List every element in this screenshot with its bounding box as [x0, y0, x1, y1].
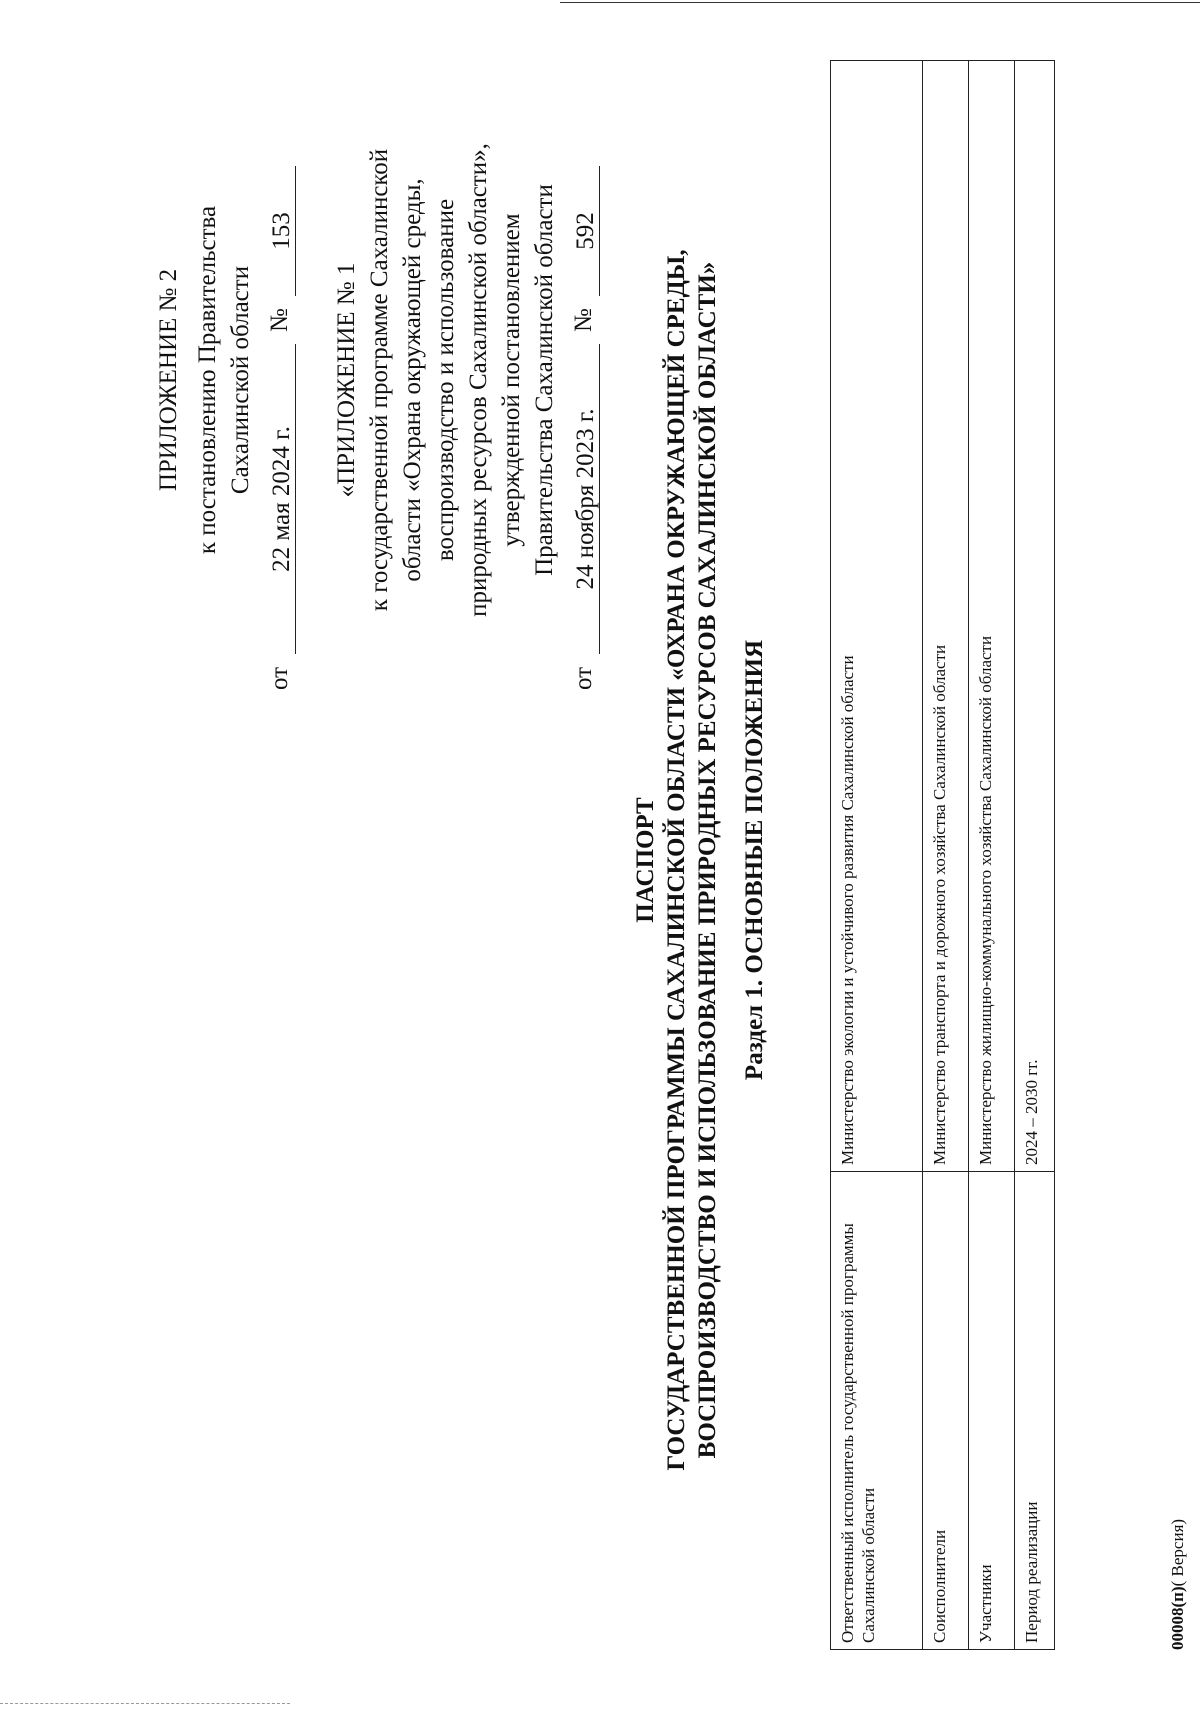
- prev-appendix-line: утвержденной постановлением: [498, 213, 525, 547]
- table-row: [923, 61, 969, 1650]
- row-label: Соисполнители: [923, 1172, 969, 1650]
- rotated-page: [30, 30, 1200, 1690]
- prev-appendix-line: области «Охрана окружающей среды,: [399, 178, 426, 582]
- prev-appendix-line: природных ресурсов Сахалинской области»,: [465, 143, 492, 617]
- passport-heading-block: [630, 70, 770, 1650]
- table-row: [969, 61, 1015, 1650]
- prev-appendix-title: «ПРИЛОЖЕНИЕ № 1: [333, 262, 360, 498]
- prev-appendix-date: 24 ноября 2023 г.: [569, 344, 600, 654]
- appendix-line-2: Сахалинской области: [227, 265, 254, 495]
- row-label: Ответственный исполнитель государственной программы Сахалинской области: [831, 1172, 923, 1650]
- prev-appendix-date-line: [567, 70, 600, 690]
- appendix-number: 153: [265, 166, 296, 296]
- row-value: Министерство экологии и устойчивого развития Сахалинской области: [831, 61, 923, 1172]
- section-title: Раздел 1. ОСНОВНЫЕ ПОЛОЖЕНИЯ: [741, 639, 768, 1081]
- passport-title-line-1: ГОСУДАРСТВЕННОЙ ПРОГРАММЫ САХАЛИНСКОЙ ОБЛАСТИ «ОХРАНА ОКРУЖАЮЩЕЙ СРЕДЫ,: [663, 249, 690, 1471]
- appendix-date: 22 мая 2024 г.: [265, 344, 296, 654]
- number-sign: №: [266, 308, 293, 332]
- table-row: [831, 61, 923, 1650]
- prev-appendix-number: 592: [569, 166, 600, 296]
- row-value: Министерство транспорта и дорожного хозяйства Сахалинской области: [923, 61, 969, 1172]
- row-label: Участники: [969, 1172, 1015, 1650]
- prev-appendix-line: Правительства Сахалинской области: [531, 184, 558, 576]
- number-sign: №: [570, 308, 597, 332]
- row-value: Министерство жилищно-коммунального хозяйства Сахалинской области: [969, 61, 1015, 1172]
- table-row: [1015, 61, 1055, 1650]
- passport-heading: ПАСПОРТ: [632, 797, 659, 923]
- row-label: Период реализации: [1015, 1172, 1055, 1650]
- appendix-line-1: к постановлению Правительства: [194, 205, 221, 555]
- row-value: 2024 – 2030 гг.: [1015, 61, 1055, 1172]
- prev-appendix-line: к государственной программе Сахалинской: [366, 148, 393, 612]
- appendix-title: ПРИЛОЖЕНИЕ № 2: [155, 268, 182, 492]
- basic-provisions-table: [830, 60, 1055, 1650]
- prev-appendix-line: воспроизводство и использование: [432, 198, 459, 562]
- appendix-date-line: [263, 70, 296, 690]
- scan-top-rule: [560, 2, 1200, 3]
- document-version: ( Версия): [1168, 1518, 1187, 1587]
- date-prefix: от: [570, 666, 597, 690]
- document-footer: [1168, 1519, 1188, 1650]
- scan-bottom-rule: [0, 1703, 290, 1704]
- date-prefix: от: [266, 666, 293, 690]
- document-code: 00008(п): [1168, 1586, 1187, 1650]
- appendix-block: [152, 70, 600, 690]
- passport-title-line-2: ВОСПРОИЗВОДСТВО И ИСПОЛЬЗОВАНИЕ ПРИРОДНЫХ РЕСУРСОВ САХАЛИНСКОЙ ОБЛАСТИ»: [694, 261, 721, 1459]
